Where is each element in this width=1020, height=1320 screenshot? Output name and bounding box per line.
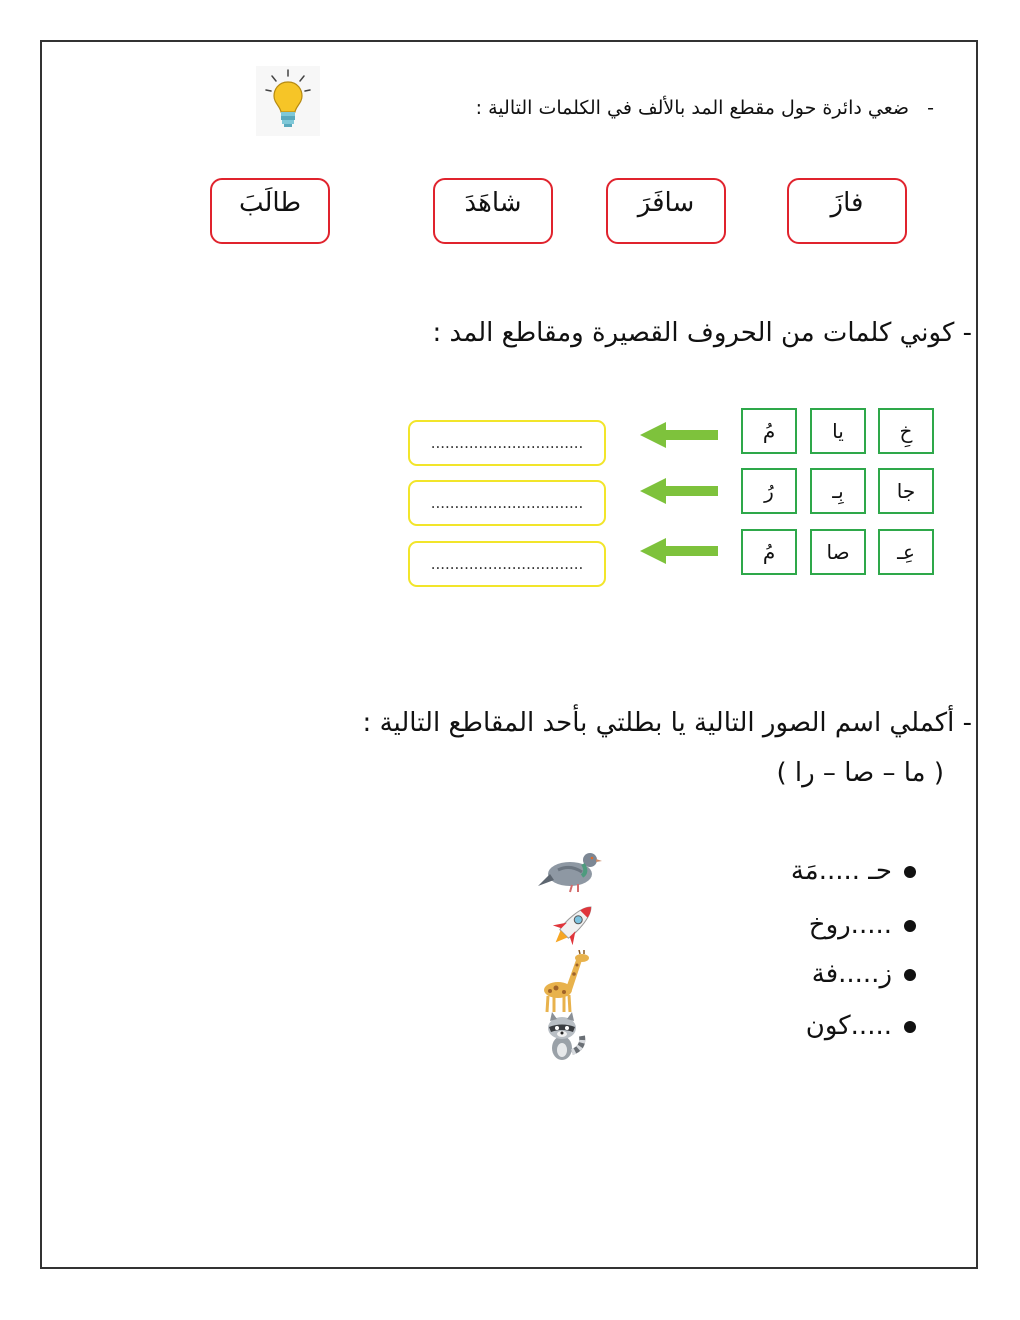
section1-instruction: - ضعي دائرة حول مقطع المد بالألف في الكلمات التالية : — [475, 97, 934, 119]
fill-item-3[interactable]: ز.....فة — [812, 959, 916, 989]
answer-field[interactable]: ................................ — [408, 420, 606, 466]
answer-field[interactable]: ................................ — [408, 541, 606, 587]
letter-cell: جا — [878, 468, 934, 514]
letter-cell: عِـ — [878, 529, 934, 575]
arrow-left-icon — [640, 538, 718, 564]
pigeon-icon — [536, 846, 602, 896]
letter-cell: مُ — [741, 408, 797, 454]
word-box-3[interactable]: شاهَدَ — [433, 178, 553, 244]
word-box-2[interactable]: سافَرَ — [606, 178, 726, 244]
giraffe-icon — [536, 950, 592, 1014]
letter-cell: يا — [810, 408, 866, 454]
section2-instruction: - كوني كلمات من الحروف القصيرة ومقاطع المد : — [432, 318, 972, 348]
bullet-dot — [904, 866, 916, 878]
rocket-icon — [544, 900, 602, 950]
letter-cell: مُ — [741, 529, 797, 575]
letter-cell: رُ — [741, 468, 797, 514]
bullet-dot — [904, 969, 916, 981]
lightbulb-icon — [256, 66, 320, 136]
arrow-left-icon — [640, 422, 718, 448]
section3-instruction: - أكملي اسم الصور التالية يا بطلتي بأحد المقاطع التالية : — [362, 708, 972, 738]
fill-item-1[interactable]: حـ .....مَة — [791, 856, 916, 886]
bullet-dot — [904, 1021, 916, 1033]
fill-item-4[interactable]: .....كون — [806, 1011, 916, 1041]
word-box-4[interactable]: طالَبَ — [210, 178, 330, 244]
arrow-left-icon — [640, 478, 718, 504]
letter-cell: بِـ — [810, 468, 866, 514]
letter-cell: خِ — [878, 408, 934, 454]
syllable-options: ( ما – صا – را ) — [776, 758, 944, 788]
bullet-dot — [904, 920, 916, 932]
raccoon-icon — [538, 1012, 590, 1064]
word-box-1[interactable]: فازَ — [787, 178, 907, 244]
answer-field[interactable]: ................................ — [408, 480, 606, 526]
letter-cell: صا — [810, 529, 866, 575]
fill-item-2[interactable]: .....روخ — [809, 910, 916, 940]
